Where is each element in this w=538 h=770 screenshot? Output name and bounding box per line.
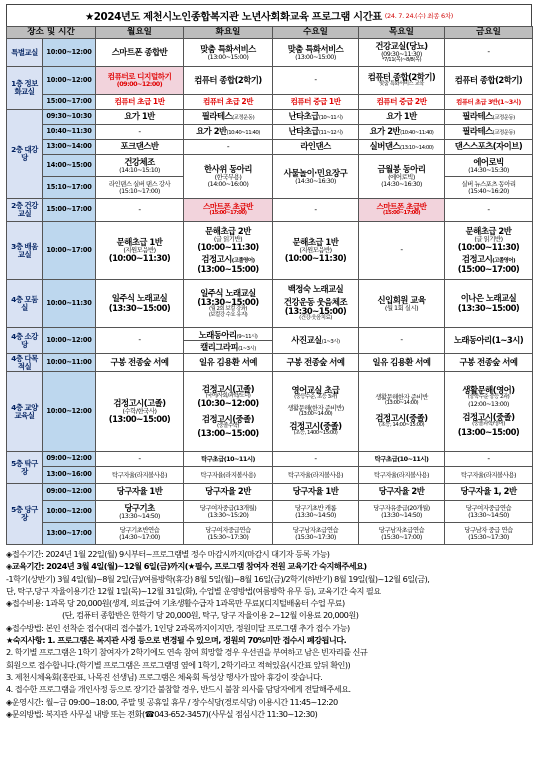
note-fee: ◈접수비용: 1과목 당 20,000원(생계, 의료급여 기초생활수급자 1과목만 무료)(디지털배움터 수업 무료) [6, 598, 345, 609]
location-table-tennis: 5층 탁구장 [7, 452, 43, 484]
class-cell: 영어교실 초급 (중등수준, 초등 3과) 생활문해(한자 준비반) (13:00~14:00) 검정고시(중졸) (초등, 1400~15:00) [273, 372, 359, 452]
location-culture-room: 4층 교양교육실 [7, 372, 43, 452]
table-row [7, 140, 533, 155]
note-registration-period: ◈접수기간: 2024년 1월 22일(월) 9시부터~프로그램별 정수 마감시까지(마감시 대기자 등록 가능) [6, 549, 330, 559]
class-cell: 탁구초급(10~11시) [359, 452, 445, 467]
table-row [7, 222, 533, 280]
class-cell: 탁구자율(라지볼사용) [359, 467, 445, 484]
class-cell: 라인댄스 실버 댄스 강사 (15:10~17:00) [96, 177, 184, 199]
class-cell: 실버 뉴스포츠 동아리 (15:40~16:20) [445, 177, 533, 199]
title-bar [6, 4, 532, 26]
class-cell: 컴퓨터 중급 1반 [273, 95, 359, 110]
class-cell: 컴퓨터 초급 1반 [96, 95, 184, 110]
table-row [7, 280, 533, 328]
class-cell: - [96, 125, 184, 140]
table-row [7, 199, 533, 222]
time-cell: 10:00~17:00 [43, 222, 96, 280]
class-cell: 생활문해한자 준비반 (13:00~14:00) 검정고시(중졸) (초등, 14:00~15:00) [359, 372, 445, 452]
time-cell: 10:40~11:30 [43, 125, 96, 140]
class-cell: 당구남자초급연습 (15:30~17:00) [359, 523, 445, 545]
note-important-3: 3. 제천시체육회(홍란표, 나목진 선생님) 프로그램은 체육회 특성상 행사가 많아 휴강이 잦습니다. [6, 671, 323, 682]
class-cell: 노래동아리(1~3시) [445, 328, 533, 354]
location-multipurpose-room: 4층 다목적실 [7, 354, 43, 372]
class-cell: 스마트폰 종합반 [96, 39, 184, 67]
page-title: ★2024년도 제천시노인종합복지관 노년사회화교육 프로그램 시간표 [84, 11, 382, 23]
class-cell: - [359, 222, 445, 280]
class-cell: 구봉 전종숲 서예 [96, 354, 184, 372]
table-row [7, 110, 533, 125]
time-cell: 10:00~12:00 [43, 501, 96, 523]
note-contact: ◈문의방법: 복지관 사무실 내방 또는 전화(☎043-652-3457)(사무실 점심시간 11:30~12:30) [6, 708, 318, 719]
location-computer-room: 1층 정보화교실 [7, 67, 43, 110]
notes-section [6, 548, 532, 720]
table-row [7, 467, 533, 484]
location-billiards: 5층 당구장 [7, 484, 43, 545]
class-cell: 문해초급 1반 (지원모음반) (10:00~11:30) [96, 222, 184, 280]
time-cell: 10:00~12:00 [43, 67, 96, 95]
table-row [7, 328, 533, 354]
class-cell: 당구자율 1반 [96, 484, 184, 501]
time-cell: 09:00~12:00 [43, 452, 96, 467]
class-cell: 컴퓨터로 디지털하기 (09:00~12:00) [96, 67, 184, 95]
class-cell: 신입회원 교육 (월 1회 실시) [359, 280, 445, 328]
class-cell: 일주식 노래교실 (13:30~15:00) (월 2회 보컬 강좌) (보컬강 수요 유지) [184, 280, 273, 328]
class-cell: 백정숙 노래교실 건강운동 웃음체조 (13:30~15:00) (건강·웃음치료) [273, 280, 359, 328]
class-cell: 당구자율 1반 [273, 484, 359, 501]
class-cell: 구봉 전종숲 서예 [273, 354, 359, 372]
header-place-time: 장소 및 시간 [7, 27, 96, 39]
class-cell: 한사위 동아리 (한국무용) (14:00~16:00) [184, 155, 273, 199]
class-cell: 생활문해(영어) (중학수준 중등 2과) (12:00~13:00) 검정고시(중졸) (중졸과학/영어) (13:00~15:00) [445, 372, 533, 452]
table-row [7, 67, 533, 95]
note-registration-method: ◈접수방법: 본인 선착순 접수(대리 접수불가, 1인당 2과목까지이지만, 정원미달 프로그램 추가 접수 가능) [6, 622, 350, 633]
class-cell: 당구남자초급연습 (15:30~17:30) [273, 523, 359, 545]
class-cell: 맞춤 특화서비스 (13:00~15:00) [184, 39, 273, 67]
class-cell: 당구자유중급(20개월) (13:30~14:50) [359, 501, 445, 523]
note-important-2: 2. 학기별 프로그램은 1학기 참여자가 2학기에도 연속 참여 희망할 경우 우선권을 부여하고 남은 빈자리를 신규 [6, 647, 368, 658]
table-row [7, 484, 533, 501]
class-cell: 컴퓨터 종합(2학기) [184, 67, 273, 95]
class-cell: 스마트폰 초급반 (15:00~17:00) [359, 199, 445, 222]
revision-note: (24. 7. 24.(수) 최종 6차) [384, 12, 454, 20]
class-cell: 일유 김용환 서예 [359, 354, 445, 372]
time-cell: 13:00~14:00 [43, 140, 96, 155]
class-cell: 당구기초반연습 (14:30~17:00) [96, 523, 184, 545]
class-cell: 맞춤 특화서비스 (13:00~15:00) [273, 39, 359, 67]
note-important-4: 4. 접수한 프로그램을 개인사정 등으로 장기간 불참할 경우, 반드시 불참 의사를 담당자에게 전달해주세요. [6, 684, 351, 695]
class-cell: 컴퓨터 종합(2학기) [445, 67, 533, 95]
class-cell: 난타초급(10~11시) [273, 110, 359, 125]
time-cell: 10:00~12:00 [43, 372, 96, 452]
class-cell: 당구여자중급연습 (13:30~14:50) [445, 501, 533, 523]
class-cell: 노래동아리(9~11시) 캘리그라피(1~3시) [184, 328, 273, 354]
class-cell: 당구자율 1, 2반 [445, 484, 533, 501]
header-wed: 수요일 [273, 27, 359, 39]
class-cell: - [273, 67, 359, 95]
class-cell: 필라테스(교정운동) [445, 125, 533, 140]
class-cell: 탁구자율(라지볼사용) [445, 467, 533, 484]
location-health-room: 2층 건강교실 [7, 199, 43, 222]
note-fee-detail: (단, 컴퓨터 종합반은 한학기 당 20,000원, 탁구, 당구 자율이용 2~12월 이용료 20,000원) [62, 610, 359, 621]
class-cell: 사물놀이·민요장구 (14:30~16:30) [273, 155, 359, 199]
class-cell: - [445, 39, 533, 67]
header-row [7, 27, 533, 39]
header-mon: 월요일 [96, 27, 184, 39]
class-cell: 구봉 전종숲 서예 [445, 354, 533, 372]
time-cell: 10:00~12:00 [43, 39, 96, 67]
class-cell: 탁구초급(10~11시) [184, 452, 273, 467]
note-operating-hours: ◈운영시간: 월~금 09:00~18:00, 주말 및 공휴일 휴무 / 장수식당(경로식당) 이용시간 11:45~12:20 [6, 696, 338, 707]
class-cell: 에어로빅 (14:30~15:30) [445, 155, 533, 177]
table-row [7, 452, 533, 467]
class-cell: 컴퓨터 초급 2반 [184, 95, 273, 110]
time-cell: 13:00~16:00 [43, 467, 96, 484]
class-cell: - [445, 452, 533, 467]
class-cell: 문해초급 2반 (글 읽기반) (10:00~11:30) 검정고시(고졸영어) (13:00~15:00) [184, 222, 273, 280]
class-cell: 검정고시(고졸) (수학/한국사) (13:00~15:00) [96, 372, 184, 452]
class-cell: 건강체조 (14:10~15:10) [96, 155, 184, 177]
note-course-period: ◈교육기간: 2024년 3월 4일(월)~12월 6일(금)까지(★필수, 프로그램 참여자 전원 교육기간 숙지해주세요) [6, 561, 367, 572]
class-cell: - [96, 328, 184, 354]
time-cell: 09:00~12:00 [43, 484, 96, 501]
table-row [7, 155, 533, 177]
class-cell: - [445, 199, 533, 222]
class-cell: 포크댄스반 [96, 140, 184, 155]
class-cell: 탁구자율(라지볼사용) [96, 467, 184, 484]
class-cell: 당구여자중급(13개월) (13:30~15:20) [184, 501, 273, 523]
time-cell: 10:00~12:00 [43, 328, 96, 354]
class-cell: 문해초급 2반 (글 읽기반) (10:00~11:30) 검정고시(고졸영어) (15:00~17:00) [445, 222, 533, 280]
class-cell: 일유 김용환 서예 [184, 354, 273, 372]
class-cell: 문해초급 1반 (지원모음반) (10:00~11:30) [273, 222, 359, 280]
class-cell: 필라테스(교정운동) [445, 110, 533, 125]
class-cell: 컴퓨터 초급 3반(1~3시) [445, 95, 533, 110]
header-tue: 화요일 [184, 27, 273, 39]
time-cell: 09:30~10:30 [43, 110, 96, 125]
class-cell: 컴퓨터 종합(2학기) 맞춤 특화서비스 교육 [359, 67, 445, 95]
class-cell: - [96, 199, 184, 222]
class-cell: 요가 1반 [96, 110, 184, 125]
location-main-hall: 2층 대강당 [7, 110, 43, 199]
header-thu: 목요일 [359, 27, 445, 39]
class-cell: 탁구자율(라지볼사용) [184, 467, 273, 484]
class-cell: 탁구자율(라지볼사용) [273, 467, 359, 484]
table-row [7, 125, 533, 140]
class-cell: 검정고시(고졸) (국어/사회/과학/도덕) (10:30~12:00) 검정고시(중졸) (중졸수학) (13:00~15:00) [184, 372, 273, 452]
class-cell: - [184, 140, 273, 155]
class-cell: - [273, 199, 359, 222]
table-row [7, 39, 533, 67]
location-group-room: 4층 모둠실 [7, 280, 43, 328]
time-cell: 15:00~17:00 [43, 199, 96, 222]
class-cell: 당구남자 중급 연습 (15:30~17:30) [445, 523, 533, 545]
time-cell: 15:00~17:00 [43, 95, 96, 110]
schedule-table [6, 26, 533, 545]
time-cell: 10:00~11:30 [43, 280, 96, 328]
class-cell: 당구자율 2반 [184, 484, 273, 501]
class-cell: 금월봉 동아리 (에어로빅) (14:30~16:30) [359, 155, 445, 199]
class-cell: 이나은 노래교실 (13:30~15:00) [445, 280, 533, 328]
note-important-2b: 회원으로 접수합니다.(학기별 프로그램은 프로그램명 옆에 1학기, 2학기라고 적혀있음(시간표 앞뒤 확인)) [6, 659, 351, 670]
class-cell: 라인댄스 [273, 140, 359, 155]
location-small-hall: 4층 소강당 [7, 328, 43, 354]
header-fri: 금요일 [445, 27, 533, 39]
class-cell: 당구기초 (13:30~14:50) [96, 501, 184, 523]
location-special-room: 특별교실 [7, 39, 43, 67]
class-cell: 요가 2반(10:40~11:40) [359, 125, 445, 140]
table-row [7, 372, 533, 452]
class-cell: 당구자율 2반 [359, 484, 445, 501]
class-cell: 실버댄스(13:10~14:00) [359, 140, 445, 155]
class-cell: 컴퓨터 중급 2반 [359, 95, 445, 110]
class-cell: 당구여자중급연습 (15:30~17:30) [184, 523, 273, 545]
class-cell: 요가 1반 [359, 110, 445, 125]
time-cell: 15:10~17:00 [43, 177, 96, 199]
note-semester-dates: -1학기(상반기) 3월 4일(월)~8월 2일(금)/여름방학(휴강) 8월 5일(월)~8월 16일(금)/2학기(하반기) 8월 19일(월)~12월 6일(금), [6, 573, 430, 584]
class-cell: 댄스스포츠(자이브) [445, 140, 533, 155]
location-learning-room: 3층 배움교실 [7, 222, 43, 280]
time-cell: 13:00~17:00 [43, 523, 96, 545]
class-cell: 건강교실(당뇨) (09:30~11:30) *7/11(목)~8/8(목) [359, 39, 445, 67]
class-cell: 필라테스(교정운동) [184, 110, 273, 125]
class-cell: - [96, 452, 184, 467]
class-cell: 사진교실(1~3시) [273, 328, 359, 354]
note-important-1: ★숙지사항: 1. 프로그램은 복지관 사정 등으로 변경될 수 있으며, 정원의 70%미만 접수시 폐강됩니다. [6, 635, 347, 646]
table-row [7, 95, 533, 110]
class-cell: 스마트폰 초급반 (15:00~17:00) [184, 199, 273, 222]
note-free-use-period: 단, 탁구,당구 자율이용기간 12월 1일(목)~12월 31일(화), 수업별 운영방법(여름방학 유무 등), 교육기간 숙지 필요 [6, 585, 381, 596]
class-cell: 일주식 노래교실 (13:30~15:00) [96, 280, 184, 328]
time-cell: 10:00~11:00 [43, 354, 96, 372]
time-cell: 14:00~15:00 [43, 155, 96, 177]
class-cell: 난타초급(11~12시) [273, 125, 359, 140]
class-cell: 요가 2반(10:40~11:40) [184, 125, 273, 140]
table-row [7, 354, 533, 372]
class-cell: 당구기초반 캐롬 (13:30~14:50) [273, 501, 359, 523]
class-cell: - [359, 328, 445, 354]
table-row [7, 523, 533, 545]
class-cell: - [273, 452, 359, 467]
table-row [7, 501, 533, 523]
